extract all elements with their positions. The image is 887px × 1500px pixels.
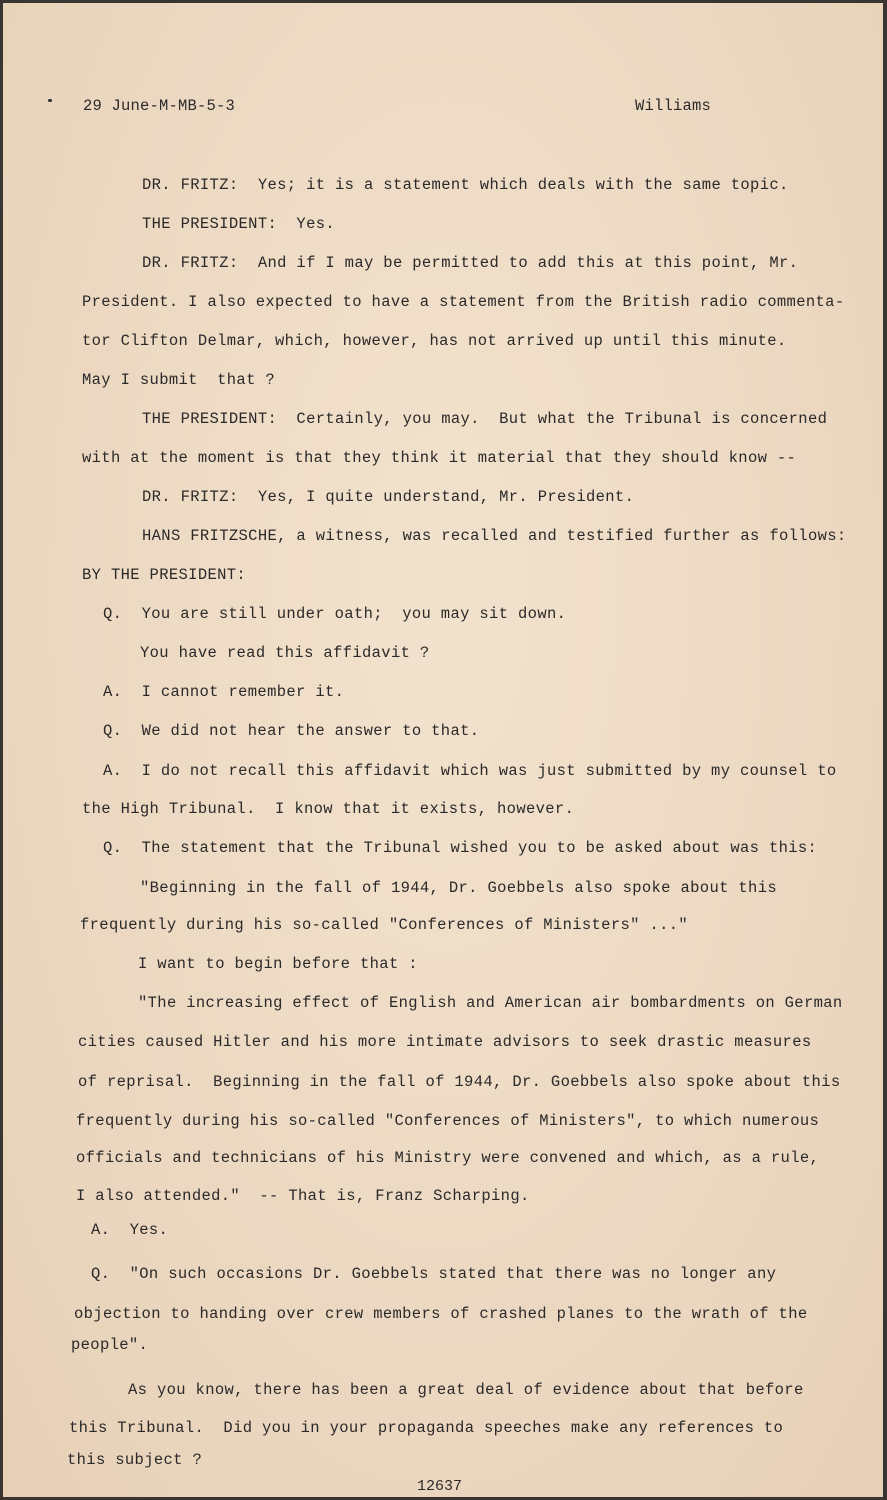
text-line: I also attended." -- That is, Franz Scharping.: [76, 1187, 530, 1205]
text-line: Q. You are still under oath; you may sit down.: [103, 605, 567, 623]
text-line: this subject ?: [67, 1451, 203, 1469]
text-line: You have read this affidavit ?: [140, 644, 430, 662]
text-line: with at the moment is that they think it material that they should know --: [82, 449, 797, 467]
text-line: objection to handing over crew members of crashed planes to the wrath of the: [74, 1305, 808, 1323]
text-line: A. I do not recall this affidavit which was just submitted by my counsel to: [103, 762, 837, 780]
text-line: cities caused Hitler and his more intimate advisors to seek drastic measures: [78, 1033, 812, 1051]
text-line: tor Clifton Delmar, which, however, has not arrived up until this minute.: [82, 332, 787, 350]
text-line: May I submit that ?: [82, 371, 276, 389]
text-line: Q. "On such occasions Dr. Goebbels stated that there was no longer any: [91, 1265, 777, 1283]
text-line: THE PRESIDENT: Certainly, you may. But what the Tribunal is concerned: [142, 410, 828, 428]
text-line: DR. FRITZ: Yes; it is a statement which deals with the same topic.: [142, 176, 789, 194]
header-name: Williams: [635, 97, 712, 115]
text-line: DR. FRITZ: And if I may be permitted to add this at this point, Mr.: [142, 254, 799, 272]
text-line: President. I also expected to have a statement from the British radio commenta-: [82, 293, 845, 311]
text-line: "The increasing effect of English and American air bombardments on German: [138, 994, 843, 1012]
text-line: officials and technicians of his Ministry were convened and which, as a rule,: [76, 1149, 820, 1167]
text-line: the High Tribunal. I know that it exists, however.: [82, 800, 575, 818]
document-page: [3, 3, 883, 1497]
text-line: of reprisal. Beginning in the fall of 1944, Dr. Goebbels also spoke about this: [78, 1073, 841, 1091]
text-line: As you know, there has been a great deal of evidence about that before: [128, 1381, 804, 1399]
text-line: A. I cannot remember it.: [103, 683, 345, 701]
text-line: I want to begin before that :: [138, 955, 418, 973]
text-line: A. Yes.: [91, 1221, 169, 1239]
page-number: 12637: [417, 1478, 463, 1495]
text-line: this Tribunal. Did you in your propaganda speeches make any references to: [69, 1419, 784, 1437]
text-line: Q. We did not hear the answer to that.: [103, 722, 480, 740]
text-line: THE PRESIDENT: Yes.: [142, 215, 336, 233]
text-line: BY THE PRESIDENT:: [82, 566, 247, 584]
text-line: "Beginning in the fall of 1944, Dr. Goebbels also spoke about this: [140, 879, 777, 897]
header-reference: 29 June-M-MB-5-3: [83, 97, 236, 115]
margin-mark: [48, 99, 52, 102]
text-line: frequently during his so-called "Conferences of Ministers" ...": [80, 916, 689, 934]
text-line: DR. FRITZ: Yes, I quite understand, Mr. President.: [142, 488, 635, 506]
text-line: frequently during his so-called "Conferences of Ministers", to which numerous: [76, 1112, 820, 1130]
text-line: HANS FRITZSCHE, a witness, was recalled and testified further as follows:: [142, 527, 847, 545]
text-line: people".: [71, 1336, 149, 1354]
text-line: Q. The statement that the Tribunal wished you to be asked about was this:: [103, 839, 818, 857]
